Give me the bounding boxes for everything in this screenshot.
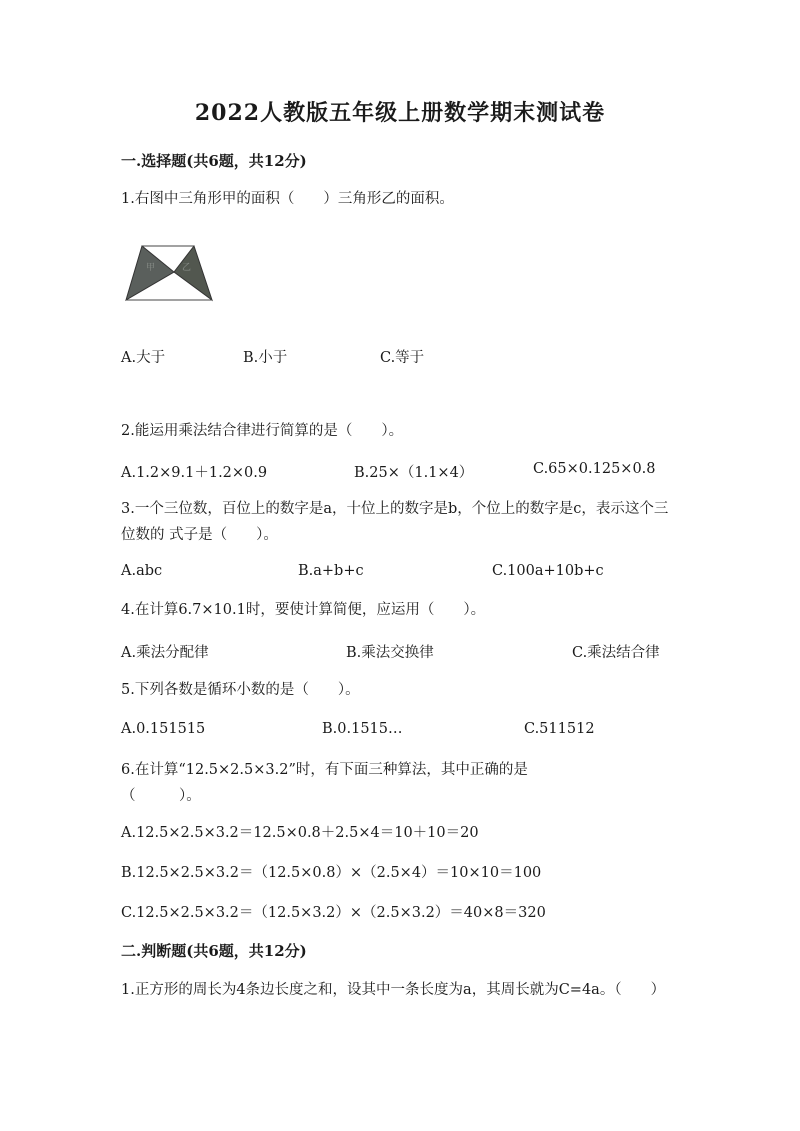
q3-option-c: C.100a+10b+c: [492, 563, 604, 579]
q4-option-b: B.乘法交换律: [346, 645, 434, 661]
q3-option-b: B.a+b+c: [298, 563, 364, 579]
q4-option-c: C.乘法结合律: [572, 645, 660, 661]
triangle-jia: [126, 246, 174, 300]
question-4: 4.在计算6.7×10.1时，要使计算简便，应运用（ ）。: [121, 602, 486, 618]
q6-option-a: A.12.5×2.5×3.2＝12.5×0.8＋2.5×4＝10＋10＝20: [121, 825, 479, 841]
triangle-yi: [174, 246, 212, 300]
q4-option-a: A.乘法分配律: [121, 645, 209, 661]
q5-option-c: C.511512: [524, 721, 595, 737]
page-title: 2022人教版五年级上册数学期末测试卷: [194, 100, 606, 126]
question-2: 2.能运用乘法结合律进行简算的是（ ）。: [121, 423, 404, 439]
label-jia: 甲: [146, 263, 156, 273]
question-1: 1.右图中三角形甲的面积（ ）三角形乙的面积。: [121, 191, 454, 207]
q1-option-a: A.大于: [121, 350, 166, 366]
question-3: 3.一个三位数，百位上的数字是a，十位上的数字是b，个位上的数字是c，表示这个三位数的 式子是（ ）。: [121, 501, 669, 543]
q2-option-b: B.25×（1.1×4）: [354, 465, 474, 481]
q6-option-c: C.12.5×2.5×3.2＝（12.5×3.2）×（2.5×3.2）＝40×8＝320: [121, 905, 546, 921]
judge-1: 1.正方形的周长为4条边长度之和，设其中一条长度为a，其周长就为C=4a。（ ）: [121, 982, 666, 998]
q1-option-c: C.等于: [380, 350, 425, 366]
q5-option-b: B.0.1515…: [322, 721, 403, 737]
q2-option-a: A.1.2×9.1＋1.2×0.9: [121, 465, 268, 481]
q2-option-c: C.65×0.125×0.8: [533, 461, 656, 477]
section-heading-judge: 二.判断题(共6题，共12分): [121, 942, 307, 960]
triangle-figure: [124, 242, 214, 304]
label-yi: 乙: [182, 263, 192, 273]
q1-option-b: B.小于: [243, 350, 288, 366]
q3-option-a: A.abc: [121, 563, 163, 579]
section-heading-choice: 一.选择题(共6题，共12分): [121, 152, 307, 170]
q6-option-b: B.12.5×2.5×3.2＝（12.5×0.8）×（2.5×4）＝10×10＝100: [121, 865, 542, 881]
question-6: 6.在计算“12.5×2.5×3.2”时，有下面三种算法，其中正确的是（ ）。: [121, 762, 528, 804]
q5-option-a: A.0.151515: [121, 721, 206, 737]
question-5: 5.下列各数是循环小数的是（ ）。: [121, 682, 360, 698]
